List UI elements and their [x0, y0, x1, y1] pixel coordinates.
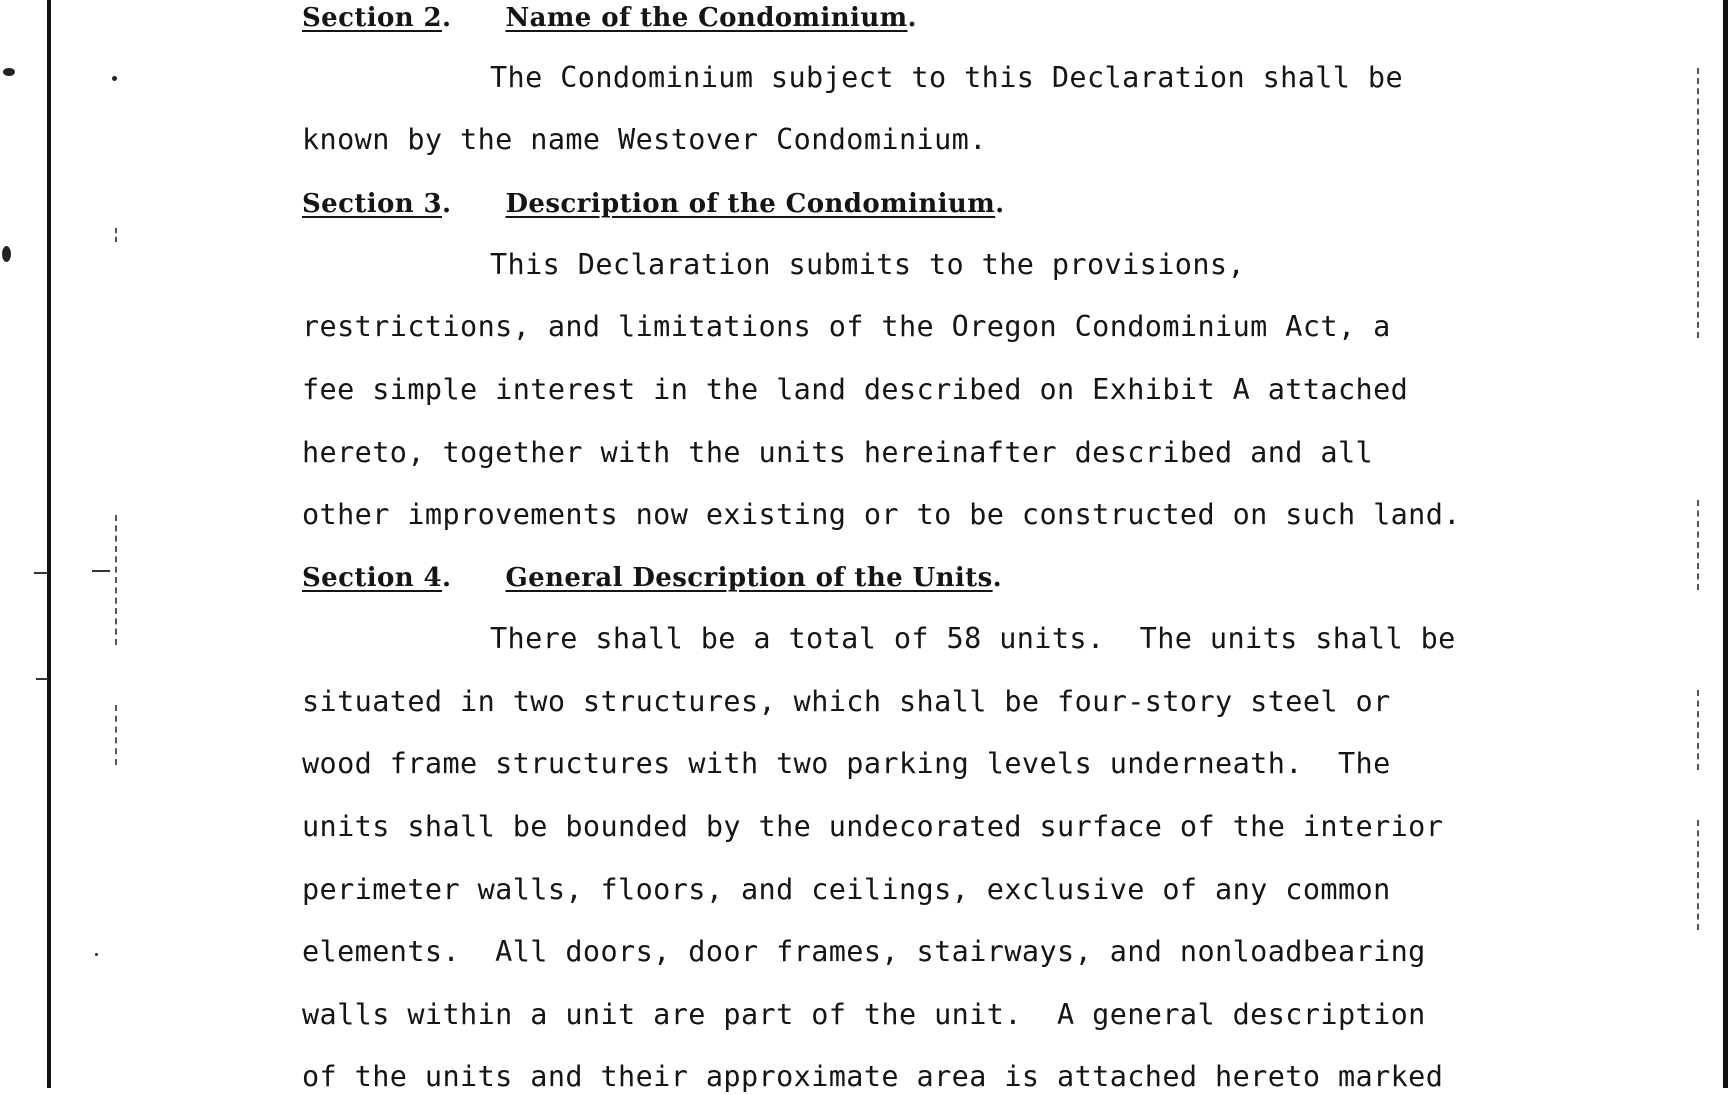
section-4-line-3: wood frame structures with two parking levels underneath. The — [302, 747, 1391, 780]
scan-tick-1 — [92, 570, 110, 572]
scan-dash-right-2 — [1697, 500, 1699, 590]
scan-border-right — [1723, 0, 1728, 1088]
scan-speck-3 — [2, 246, 11, 262]
section-2-heading: Section 2. Name of the Condominium. — [302, 3, 917, 33]
section-2-number: Section 2 — [302, 3, 443, 33]
section-4-line-1: There shall be a total of 58 units. The units shall be — [490, 622, 1456, 655]
section-3-line-1: This Declaration submits to the provisions, — [490, 248, 1246, 281]
scan-border-left — [47, 0, 51, 1088]
section-2-line-1: The Condominium subject to this Declaration shall be — [490, 61, 1404, 94]
section-4-line-2: situated in two structures, which shall be four-story steel or — [302, 685, 1391, 718]
section-4-number: Section 4 — [302, 563, 443, 593]
section-4-line-4: units shall be bounded by the undecorated surface of the interior — [302, 810, 1444, 843]
section-4-heading: Section 4. General Description of the Units. — [302, 563, 1003, 593]
section-3-line-4: hereto, together with the units hereinafter described and all — [302, 436, 1374, 469]
section-2-line-2: known by the name Westover Condominium. — [302, 123, 987, 156]
section-4-line-6: elements. All doors, door frames, stairways, and nonloadbearing — [302, 935, 1426, 968]
section-3-number: Section 3 — [302, 189, 443, 219]
scan-tick-3 — [36, 678, 48, 680]
section-3-line-3: fee simple interest in the land described on Exhibit A attached — [302, 373, 1409, 406]
section-3-line-2: restrictions, and limitations of the Oregon Condominium Act, a — [302, 310, 1391, 343]
section-3-line-5: other improvements now existing or to be constructed on such land. — [302, 498, 1461, 531]
scan-dash-left-2 — [115, 705, 117, 765]
scan-dash-right-1 — [1697, 68, 1699, 338]
section-3-heading: Section 3. Description of the Condominium. — [302, 189, 1005, 219]
section-4-title: General Description of the Units — [505, 563, 993, 593]
scan-tick-2 — [34, 572, 48, 574]
section-4-line-7: walls within a unit are part of the unit. A general description — [302, 998, 1426, 1031]
section-4-line-5: perimeter walls, floors, and ceilings, exclusive of any common — [302, 873, 1391, 906]
scan-speck-1 — [3, 68, 15, 76]
scan-dash-right-3 — [1697, 690, 1699, 770]
scan-dash-left-1 — [115, 515, 117, 645]
scan-speck-2 — [112, 76, 117, 81]
scan-speck-4 — [95, 953, 98, 956]
section-2-title: Name of the Condominium — [505, 3, 908, 33]
scan-dash-right-4 — [1697, 820, 1699, 930]
section-3-title: Description of the Condominium — [505, 189, 996, 219]
scan-dash-left-3 — [115, 228, 117, 242]
section-4-line-8: of the units and their approximate area is attached hereto marked — [302, 1060, 1444, 1093]
